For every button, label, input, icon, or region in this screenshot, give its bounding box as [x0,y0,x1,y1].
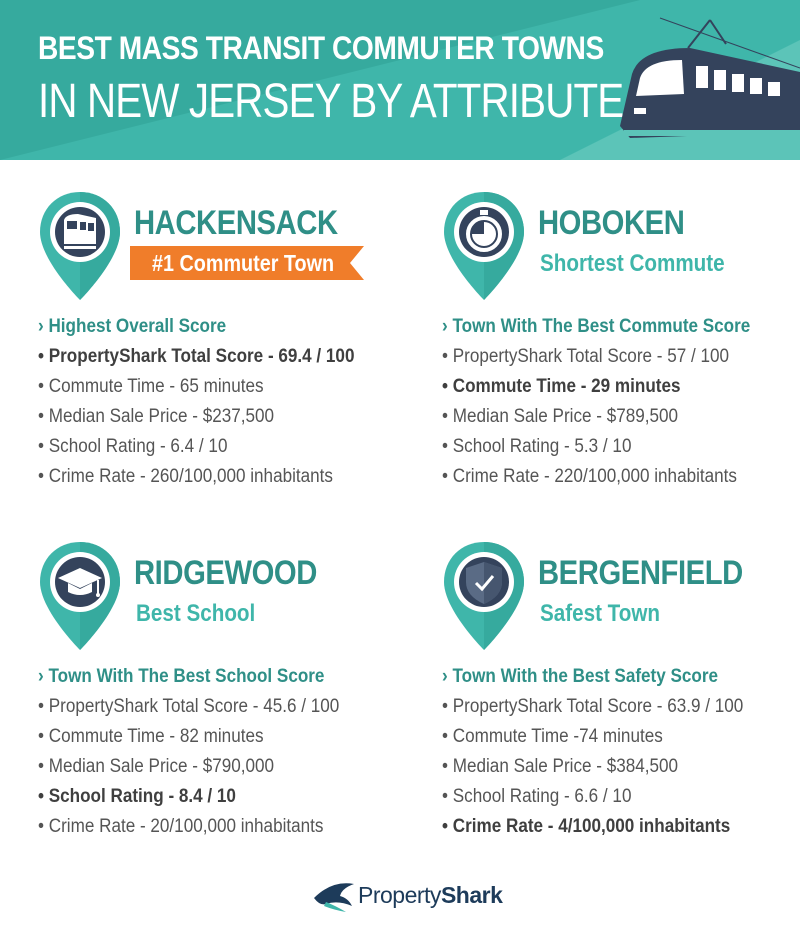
stats-list [442,662,792,842]
stats-list [38,312,418,492]
footer-logo [312,876,502,916]
stat-crime-rate: • Crime Rate - 220/100,000 inhabitants [442,466,737,487]
stats-heading: › Town With the Best Safety Score [442,666,719,687]
stat-total-score: • PropertyShark Total Score - 63.9 / 100 [442,696,744,717]
train-icon [64,214,96,249]
stat-crime-rate: • Crime Rate - 20/100,000 inhabitants [38,816,324,837]
stat-total-score: • PropertyShark Total Score - 69.4 / 100 [38,346,355,367]
stat-school-rating: • School Rating - 5.3 / 10 [442,436,632,457]
town-card-ridgewood [38,540,418,850]
town-name: BERGENFIELD [538,554,743,592]
stat-school-rating: • School Rating - 8.4 / 10 [38,786,236,807]
town-card-bergenfield [442,540,792,850]
town-name: HOBOKEN [538,204,685,242]
map-pin-icon [38,540,122,652]
town-tag: #1 Commuter Town [152,250,335,276]
stat-commute-time: • Commute Time -74 minutes [442,726,663,747]
town-tag: Shortest Commute [540,250,725,277]
stat-commute-time: • Commute Time - 65 minutes [38,376,264,397]
stats-heading: › Town With The Best School Score [38,666,325,687]
town-tag: Best School [136,600,256,627]
stat-total-score: • PropertyShark Total Score - 57 / 100 [442,346,730,367]
town-name: HACKENSACK [134,204,338,242]
train-icon [600,8,800,158]
stat-median-price: • Median Sale Price - $237,500 [38,406,275,427]
header-banner [0,0,800,160]
stat-median-price: • Median Sale Price - $384,500 [442,756,679,777]
stat-crime-rate: • Crime Rate - 4/100,000 inhabitants [442,816,731,837]
page-subtitle: IN NEW JERSEY BY ATTRIBUTE [38,75,624,128]
stat-commute-time: • Commute Time - 29 minutes [442,376,681,397]
town-tag: Safest Town [540,600,661,627]
footer-brand: PropertyShark [358,882,503,908]
page-title: BEST MASS TRANSIT COMMUTER TOWNS [38,30,604,66]
map-pin-icon [442,190,526,302]
stat-median-price: • Median Sale Price - $790,000 [38,756,275,777]
town-card-hackensack [38,190,418,500]
stats-list [442,312,792,492]
map-pin-icon [38,190,122,302]
stat-commute-time: • Commute Time - 82 minutes [38,726,264,747]
stat-school-rating: • School Rating - 6.4 / 10 [38,436,228,457]
stats-heading: › Town With The Best Commute Score [442,316,751,337]
stats-heading: › Highest Overall Score [38,316,227,337]
shark-logo-icon [312,876,356,916]
stat-crime-rate: • Crime Rate - 260/100,000 inhabitants [38,466,333,487]
stat-total-score: • PropertyShark Total Score - 45.6 / 100 [38,696,340,717]
town-name: RIDGEWOOD [134,554,317,592]
stat-median-price: • Median Sale Price - $789,500 [442,406,679,427]
stats-list [38,662,418,842]
town-card-hoboken [442,190,792,500]
map-pin-icon [442,540,526,652]
stat-school-rating: • School Rating - 6.6 / 10 [442,786,632,807]
